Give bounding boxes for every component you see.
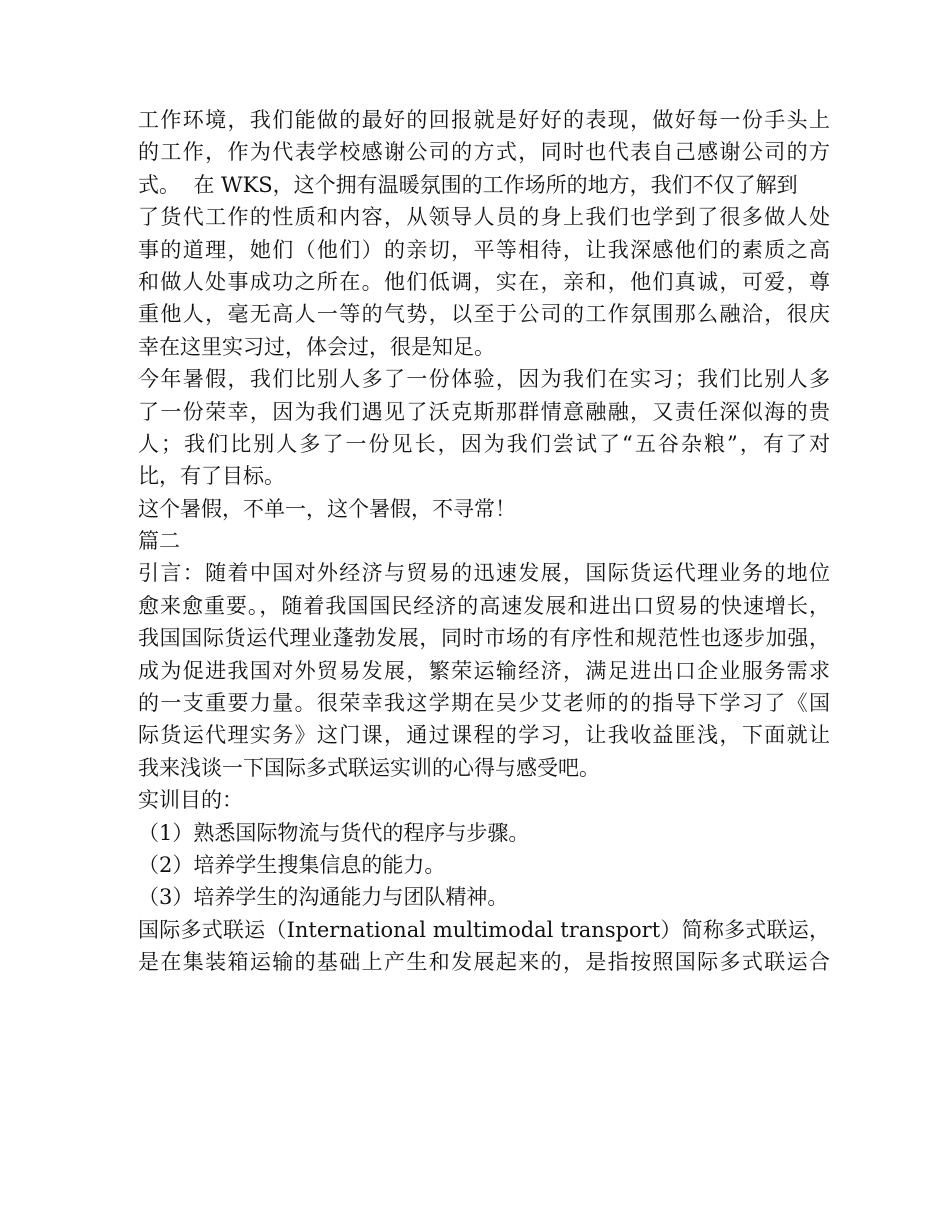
text-line: 幸在这里实习过，体会过，很是知足。 xyxy=(138,334,495,359)
text-line: 了一份荣幸，因为我们遇见了沃克斯那群情意融融，又责任深似海的贵 xyxy=(138,399,830,424)
text-line: 人；我们比别人多了一份见长，因为我们尝试了“五谷杂粮”，有了对 xyxy=(138,431,830,456)
document-body xyxy=(138,104,830,979)
section-heading: 篇二 xyxy=(138,529,180,554)
list-item: （1）熟悉国际物流与货代的程序与步骤。 xyxy=(138,820,530,845)
text-line: 际货运代理实务》这门课，通过课程的学习，让我收益匪浅，下面就让 xyxy=(138,723,830,748)
text-line: 这个暑假，不单一，这个暑假，不寻常！ xyxy=(138,496,516,521)
text-line: 今年暑假，我们比别人多了一份体验，因为我们在实习；我们比别人多 xyxy=(138,367,830,392)
text-line: 重他人，毫无高人一等的气势，以至于公司的工作氛围那么融洽，很庆 xyxy=(138,302,830,327)
list-item: （2）培养学生搜集信息的能力。 xyxy=(138,852,446,877)
text-line: 国际多式联运（International multimodal transport）简称多式联运， xyxy=(138,917,830,942)
text-line: 了货代工作的性质和内容，从领导人员的身上我们也学到了很多做人处 xyxy=(138,205,830,230)
text-line: 工作环境，我们能做的最好的回报就是好好的表现，做好每一份手头上 xyxy=(138,108,830,132)
text-line: 的一支重要力量。很荣幸我这学期在吴少艾老师的的指导下学习了《国 xyxy=(138,691,830,716)
text-line: 和做人处事成功之所在。他们低调，实在，亲和，他们真诚，可爱，尊 xyxy=(138,269,830,294)
text-line: 是在集装箱运输的基础上产生和发展起来的，是指按照国际多式联运合 xyxy=(138,950,830,975)
list-item: （3）培养学生的沟通能力与团队精神。 xyxy=(138,885,509,910)
text-line: 事的道理，她们（他们）的亲切，平等相待，让我深感他们的素质之高 xyxy=(138,237,830,262)
text-line: 的工作，作为代表学校感谢公司的方式，同时也代表自己感谢公司的方 xyxy=(138,140,830,165)
text-line: 我国国际货运代理业蓬勃发展，同时市场的有序性和规范性也逐步加强， xyxy=(138,626,830,651)
text-line: 实训目的： xyxy=(138,788,243,813)
text-line: 式。 在 WKS，这个拥有温暖氛围的工作场所的地方，我们不仅了解到 xyxy=(138,172,798,197)
text-line: 比，有了目标。 xyxy=(138,464,285,489)
text-line: 成为促进我国对外贸易发展，繁荣运输经济，满足进出口企业服务需求 xyxy=(138,658,830,683)
text-line: 愈来愈重要。，随着我国国民经济的高速发展和进出口贸易的快速增长， xyxy=(138,593,830,618)
text-line: 我来浅谈一下国际多式联运实训的心得与感受吧。 xyxy=(138,755,600,780)
text-line: 引言：随着中国对外经济与贸易的迅速发展，国际货运代理业务的地位 xyxy=(138,561,830,586)
